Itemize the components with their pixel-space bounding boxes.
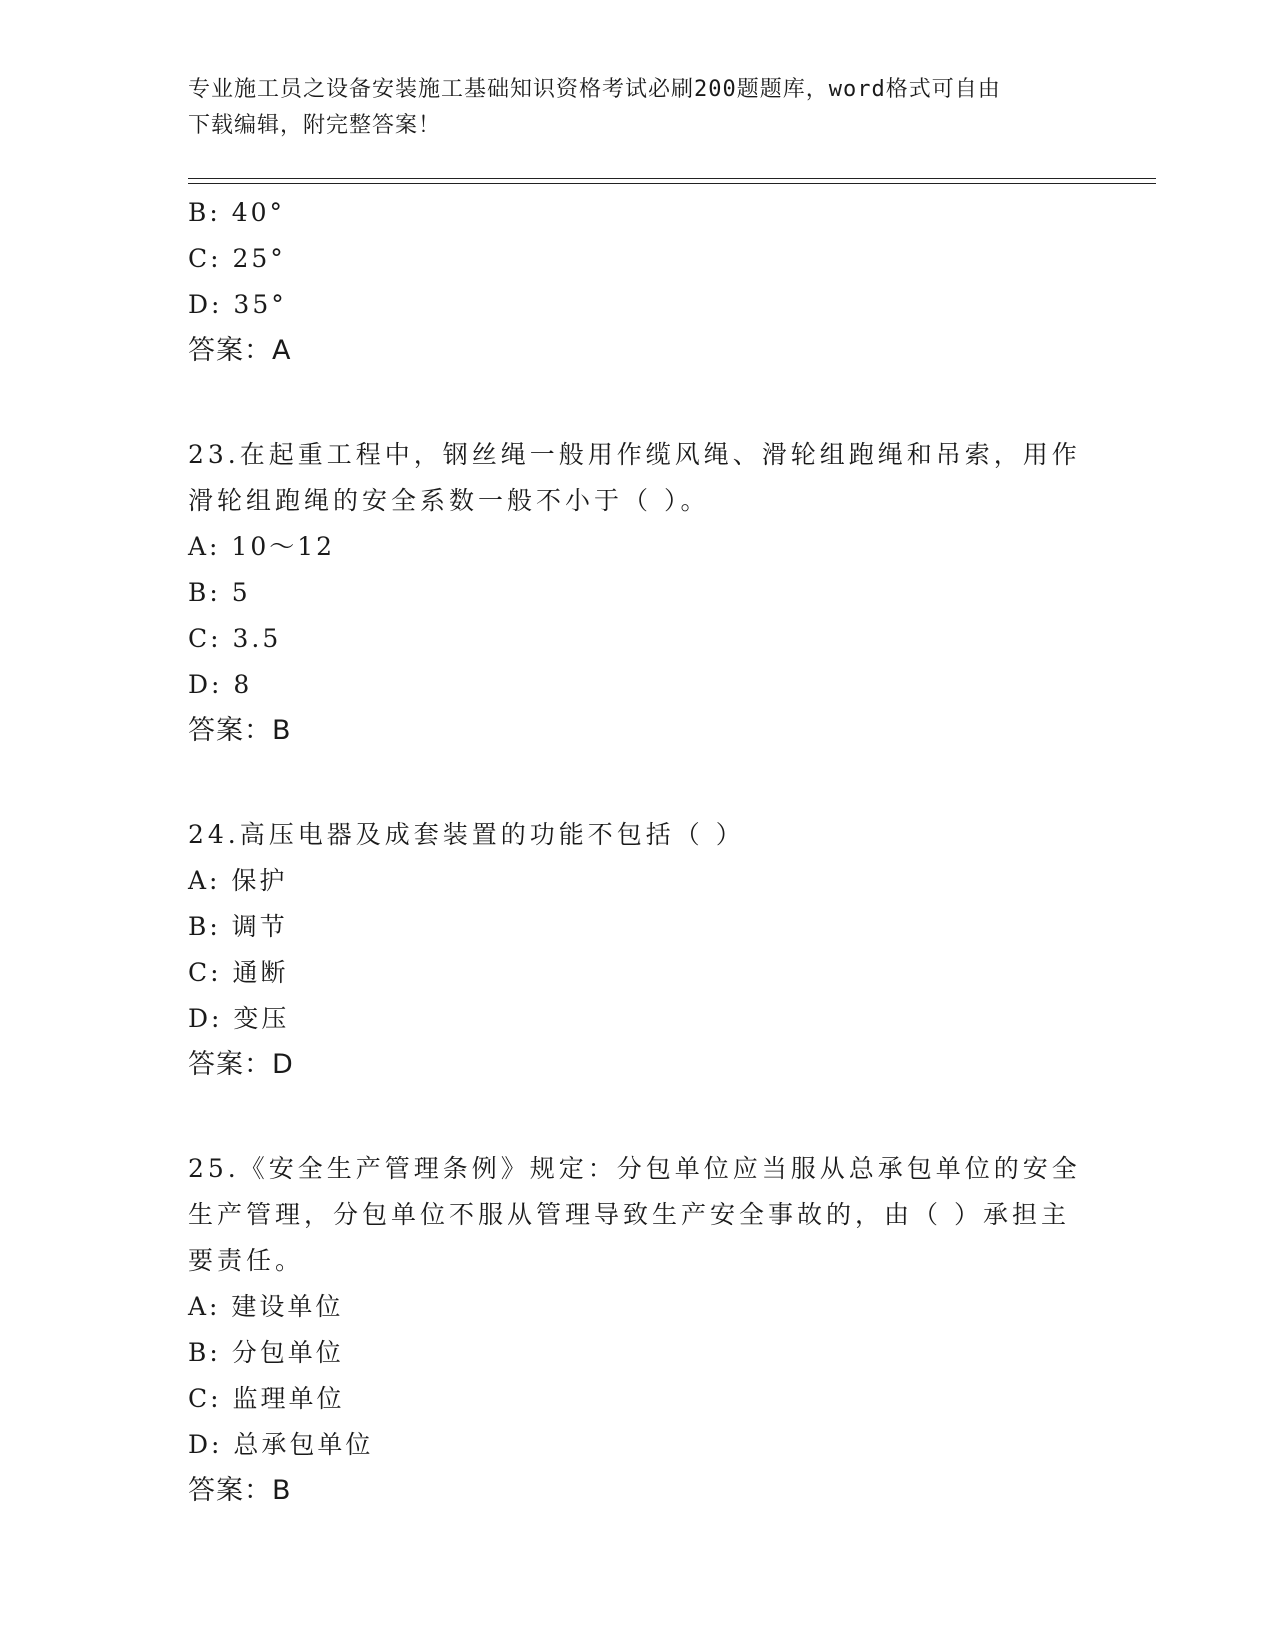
option-b: B: 调节 xyxy=(188,912,288,941)
answer-line: 答案：D xyxy=(188,1049,294,1080)
option-a: A: 保护 xyxy=(188,866,288,895)
question-text-line: 要责任。 xyxy=(188,1246,305,1275)
answer-line: 答案：A xyxy=(188,335,292,366)
option-a: A: 建设单位 xyxy=(188,1292,344,1321)
option-c: C: 3.5 xyxy=(188,624,282,653)
header-rule-top xyxy=(188,178,1156,179)
option-b: B: 40° xyxy=(188,198,286,227)
question-24 xyxy=(188,812,1078,1088)
question-text-line: 24.高压电器及成套装置的功能不包括（ ） xyxy=(188,820,745,849)
option-b: B: 分包单位 xyxy=(188,1338,344,1367)
question-text-line: 滑轮组跑绳的安全系数一般不小于（ ）。 xyxy=(188,486,710,515)
question-22-continued xyxy=(188,190,1078,374)
option-b: B: 5 xyxy=(188,578,251,607)
option-c: C: 监理单位 xyxy=(188,1384,345,1413)
question-text xyxy=(188,812,1078,858)
option-d: D: 变压 xyxy=(188,1004,290,1033)
answer-line: 答案：B xyxy=(188,1475,292,1506)
question-text-line: 生产管理，分包单位不服从管理导致生产安全事故的，由（ ）承担主 xyxy=(188,1200,1070,1229)
header-rule-bottom xyxy=(188,183,1156,184)
option-d: D: 8 xyxy=(188,670,253,699)
question-text-line: 25.《安全生产管理条例》规定：分包单位应当服从总承包单位的安全 xyxy=(188,1154,1081,1183)
header-line-2: 下载编辑，附完整答案！ xyxy=(188,113,442,138)
option-d: D: 35° xyxy=(188,290,287,319)
header-line-1: 专业施工员之设备安装施工基础知识资格考试必刷200题题库，word格式可自由 xyxy=(188,77,1001,102)
option-c: C: 25° xyxy=(188,244,286,273)
option-a: A: 10～12 xyxy=(188,532,336,561)
question-text xyxy=(188,432,1081,524)
question-text xyxy=(188,1146,1081,1284)
question-25 xyxy=(188,1146,1081,1514)
answer-line: 答案：B xyxy=(188,715,292,746)
question-text-line: 23.在起重工程中，钢丝绳一般用作缆风绳、滑轮组跑绳和吊索，用作 xyxy=(188,440,1081,469)
question-list xyxy=(188,190,1081,1514)
document-header xyxy=(188,72,1068,144)
question-23 xyxy=(188,432,1081,754)
option-d: D: 总承包单位 xyxy=(188,1430,374,1459)
option-c: C: 通断 xyxy=(188,958,289,987)
